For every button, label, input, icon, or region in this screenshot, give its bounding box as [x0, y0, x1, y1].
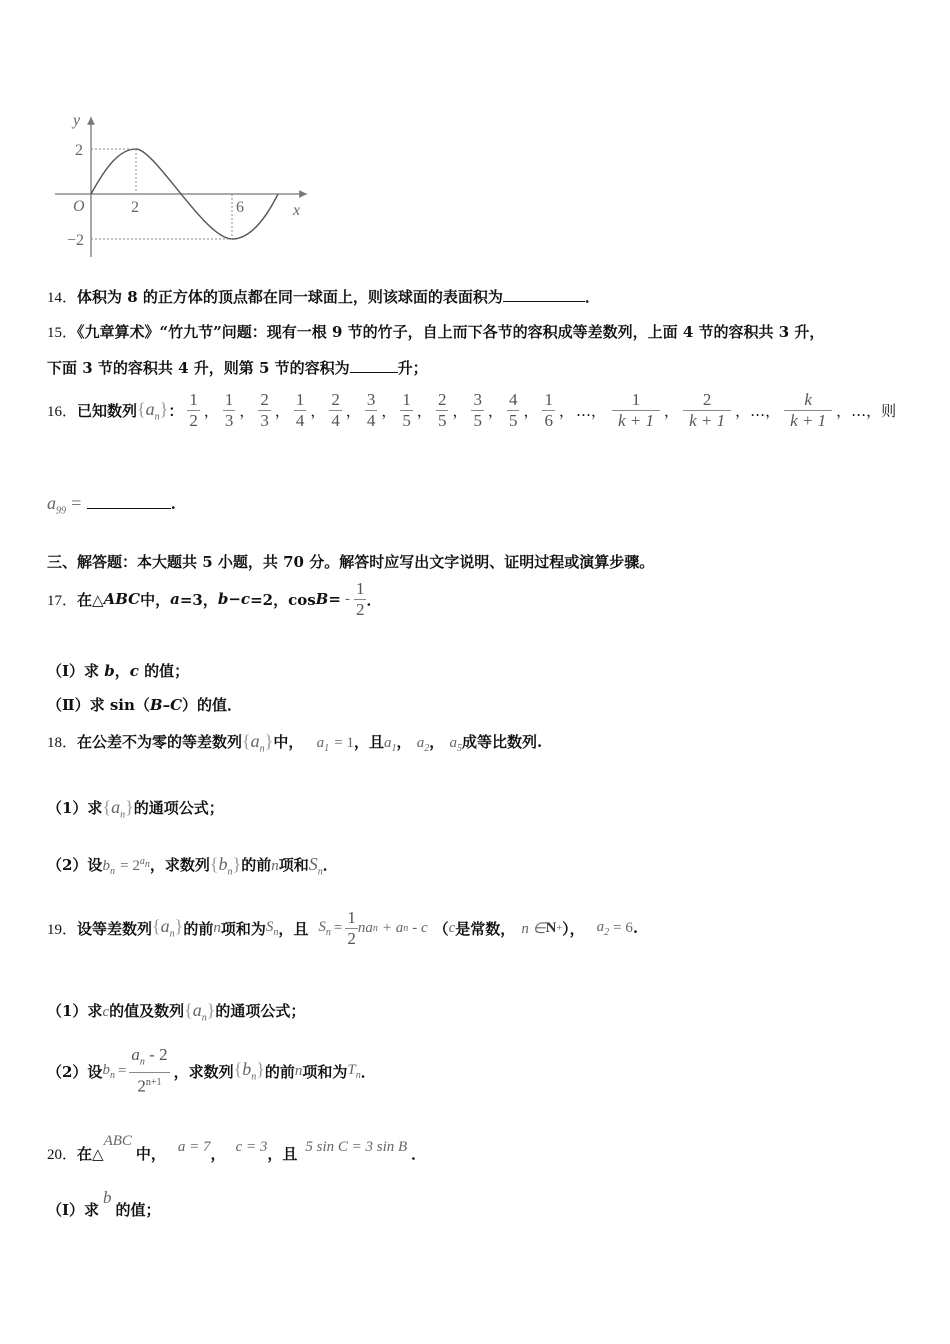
q15-line1: 《九章算术》“竹九节”问题：现有一根 9 节的竹子，自上而下各节的容积成等差数列，上面 4 节的容积共 3 升，	[77, 323, 825, 341]
q17-end: ．	[366, 590, 382, 609]
question-15-line1	[47, 321, 824, 342]
q17-B-eq: =	[328, 590, 341, 608]
q16-ellipsis-2: …，	[750, 402, 781, 420]
q16-fraction-item: $\frac{1}{5}$ ，	[402, 390, 432, 430]
q16-fraction-list	[183, 390, 574, 431]
q20-part1: （Ⅰ）求 b 的值；	[47, 1188, 161, 1219]
section-3-title: 三、解答题：本大题共 5 小题，共 70 分。解答时应写出文字说明、证明过程或演算步骤。	[47, 553, 655, 571]
x-tick-6: 6	[236, 199, 244, 216]
q16-fraction-item: $\frac{k}{k + 1}$ ，	[780, 390, 851, 431]
question-18: 18．在公差不为零的等差数列$\{a_n\}$中， $a_1 = 1$，且$a_1$， $a_2$， $a_5$成等比数列.	[47, 731, 543, 755]
question-17	[47, 577, 381, 621]
q16-fraction-item: $\frac{1}{3}$ ，	[224, 390, 255, 430]
q16-answer-var: $a_{99}$	[47, 493, 66, 517]
q16-seq: $\{a_n\}$	[137, 398, 169, 423]
q16-ellipsis-1: …，	[576, 402, 607, 420]
q16-fraction-item: $\frac{2}{k + 1}$ ，	[679, 390, 750, 431]
q16-fraction-item: $\frac{3}{4}$ ，	[366, 390, 397, 430]
x-axis-label: x	[293, 202, 301, 219]
question-15-line2	[47, 357, 428, 378]
q17-number: 17．	[47, 592, 78, 609]
question-14	[47, 286, 600, 307]
question-20: 20． 在△ ABC 中， a = 7 ， c = 3 ，且 5 sin C = 3 sin B ．	[47, 1133, 427, 1163]
q17-bc-val: =2，cos	[250, 590, 316, 609]
q14-number: 14．	[47, 290, 78, 306]
q16-then: …，则	[851, 402, 897, 420]
q16-fraction-item: $\frac{2}{4}$ ，	[331, 390, 361, 430]
q14-text: 体积为 8 的正方体的顶点都在同一球面上，则该球面的表面积为	[77, 288, 503, 306]
q16-fraction-item: $\frac{2}{3}$ ，	[260, 390, 290, 430]
y-max-label: 2	[75, 142, 83, 159]
q16-equals: =	[71, 493, 82, 513]
q16-fraction-item: $\frac{3}{5}$ ，	[473, 390, 503, 430]
q14-answer-blank[interactable]	[503, 301, 585, 302]
q16-answer-line	[47, 493, 176, 517]
q17-a: a	[170, 590, 180, 608]
q16-answer-blank[interactable]	[87, 508, 171, 509]
q19-part1: （1）求c的值及数列$\{a_n\}$的通项公式；	[47, 1000, 306, 1024]
q15-line2-b: 升；	[397, 359, 428, 377]
q15-number: 15．	[47, 325, 78, 341]
q16-fraction-item: $\frac{1}{2}$ ，	[189, 390, 219, 430]
y-axis-label: y	[73, 112, 81, 129]
question-19: 19． 设等差数列 $\{a_n\}$ 的前 n 项和为 $S_n$ ，且 $S_n$ = $\frac{1}{2}$ na n + a n - c （ c 是常数， n ∈ N + ）， $a_2$ = 6 .	[47, 907, 639, 948]
sine-graph	[45, 105, 320, 265]
q17-part1: （Ⅰ）求 b，c 的值；	[47, 662, 190, 680]
q17-minus: -	[344, 590, 350, 607]
q16-prefix: 已知数列	[77, 402, 138, 420]
q18-part1: （1）求$\{a_n\}$的通项公式；	[47, 797, 224, 821]
q16-fraction-item: $\frac{2}{5}$ ，	[437, 390, 468, 430]
q15-line2-a: 下面 3 节的容积共 4 升，则第 5 节的容积为	[47, 359, 350, 377]
q18-part2: （2）设$b_n = 2^{a_n}$，求数列$\{b_n\}$的前n项和$S_n$．	[47, 854, 338, 878]
q16-fraction-item: $\frac{1}{6}$ ，	[544, 390, 574, 430]
y-min-label: −2	[67, 232, 85, 249]
q17-text-b: 中，	[140, 590, 171, 609]
q15-answer-blank[interactable]	[350, 372, 398, 373]
q16-number: 16．	[47, 404, 78, 420]
q17-a-val: =3，	[179, 590, 218, 609]
q17-B: B	[315, 590, 329, 608]
q16-k-fraction-list	[608, 390, 851, 431]
q16-fraction-item: $\frac{1}{4}$ ，	[295, 390, 326, 430]
origin-label: O	[73, 198, 85, 215]
q17-part2: （Ⅱ）求 sin（B–C）的值．	[47, 696, 243, 714]
q19-part2: （2）设 $b_n$ = $\frac{a_n - 2}{2^{n+1}}$ ，求数列 $\{b_n\}$ 的前 n 项和为 $T_n$ ．	[47, 1044, 376, 1097]
q16-fraction-item: $\frac{4}{5}$ ，	[508, 390, 539, 430]
q17-abc: ABC	[103, 590, 141, 608]
q17-fraction: $\frac{1}{2}$	[355, 578, 365, 619]
q16-end: .	[170, 495, 176, 513]
q16-fraction-item: $\frac{1}{k + 1}$ ，	[608, 390, 679, 431]
q14-end: ．	[584, 288, 600, 306]
q17-text-a: 在△	[77, 590, 104, 609]
x-tick-2: 2	[131, 199, 139, 216]
q16-colon: ：	[168, 402, 184, 420]
question-16	[47, 390, 896, 431]
q17-bc: b−c	[217, 590, 251, 608]
